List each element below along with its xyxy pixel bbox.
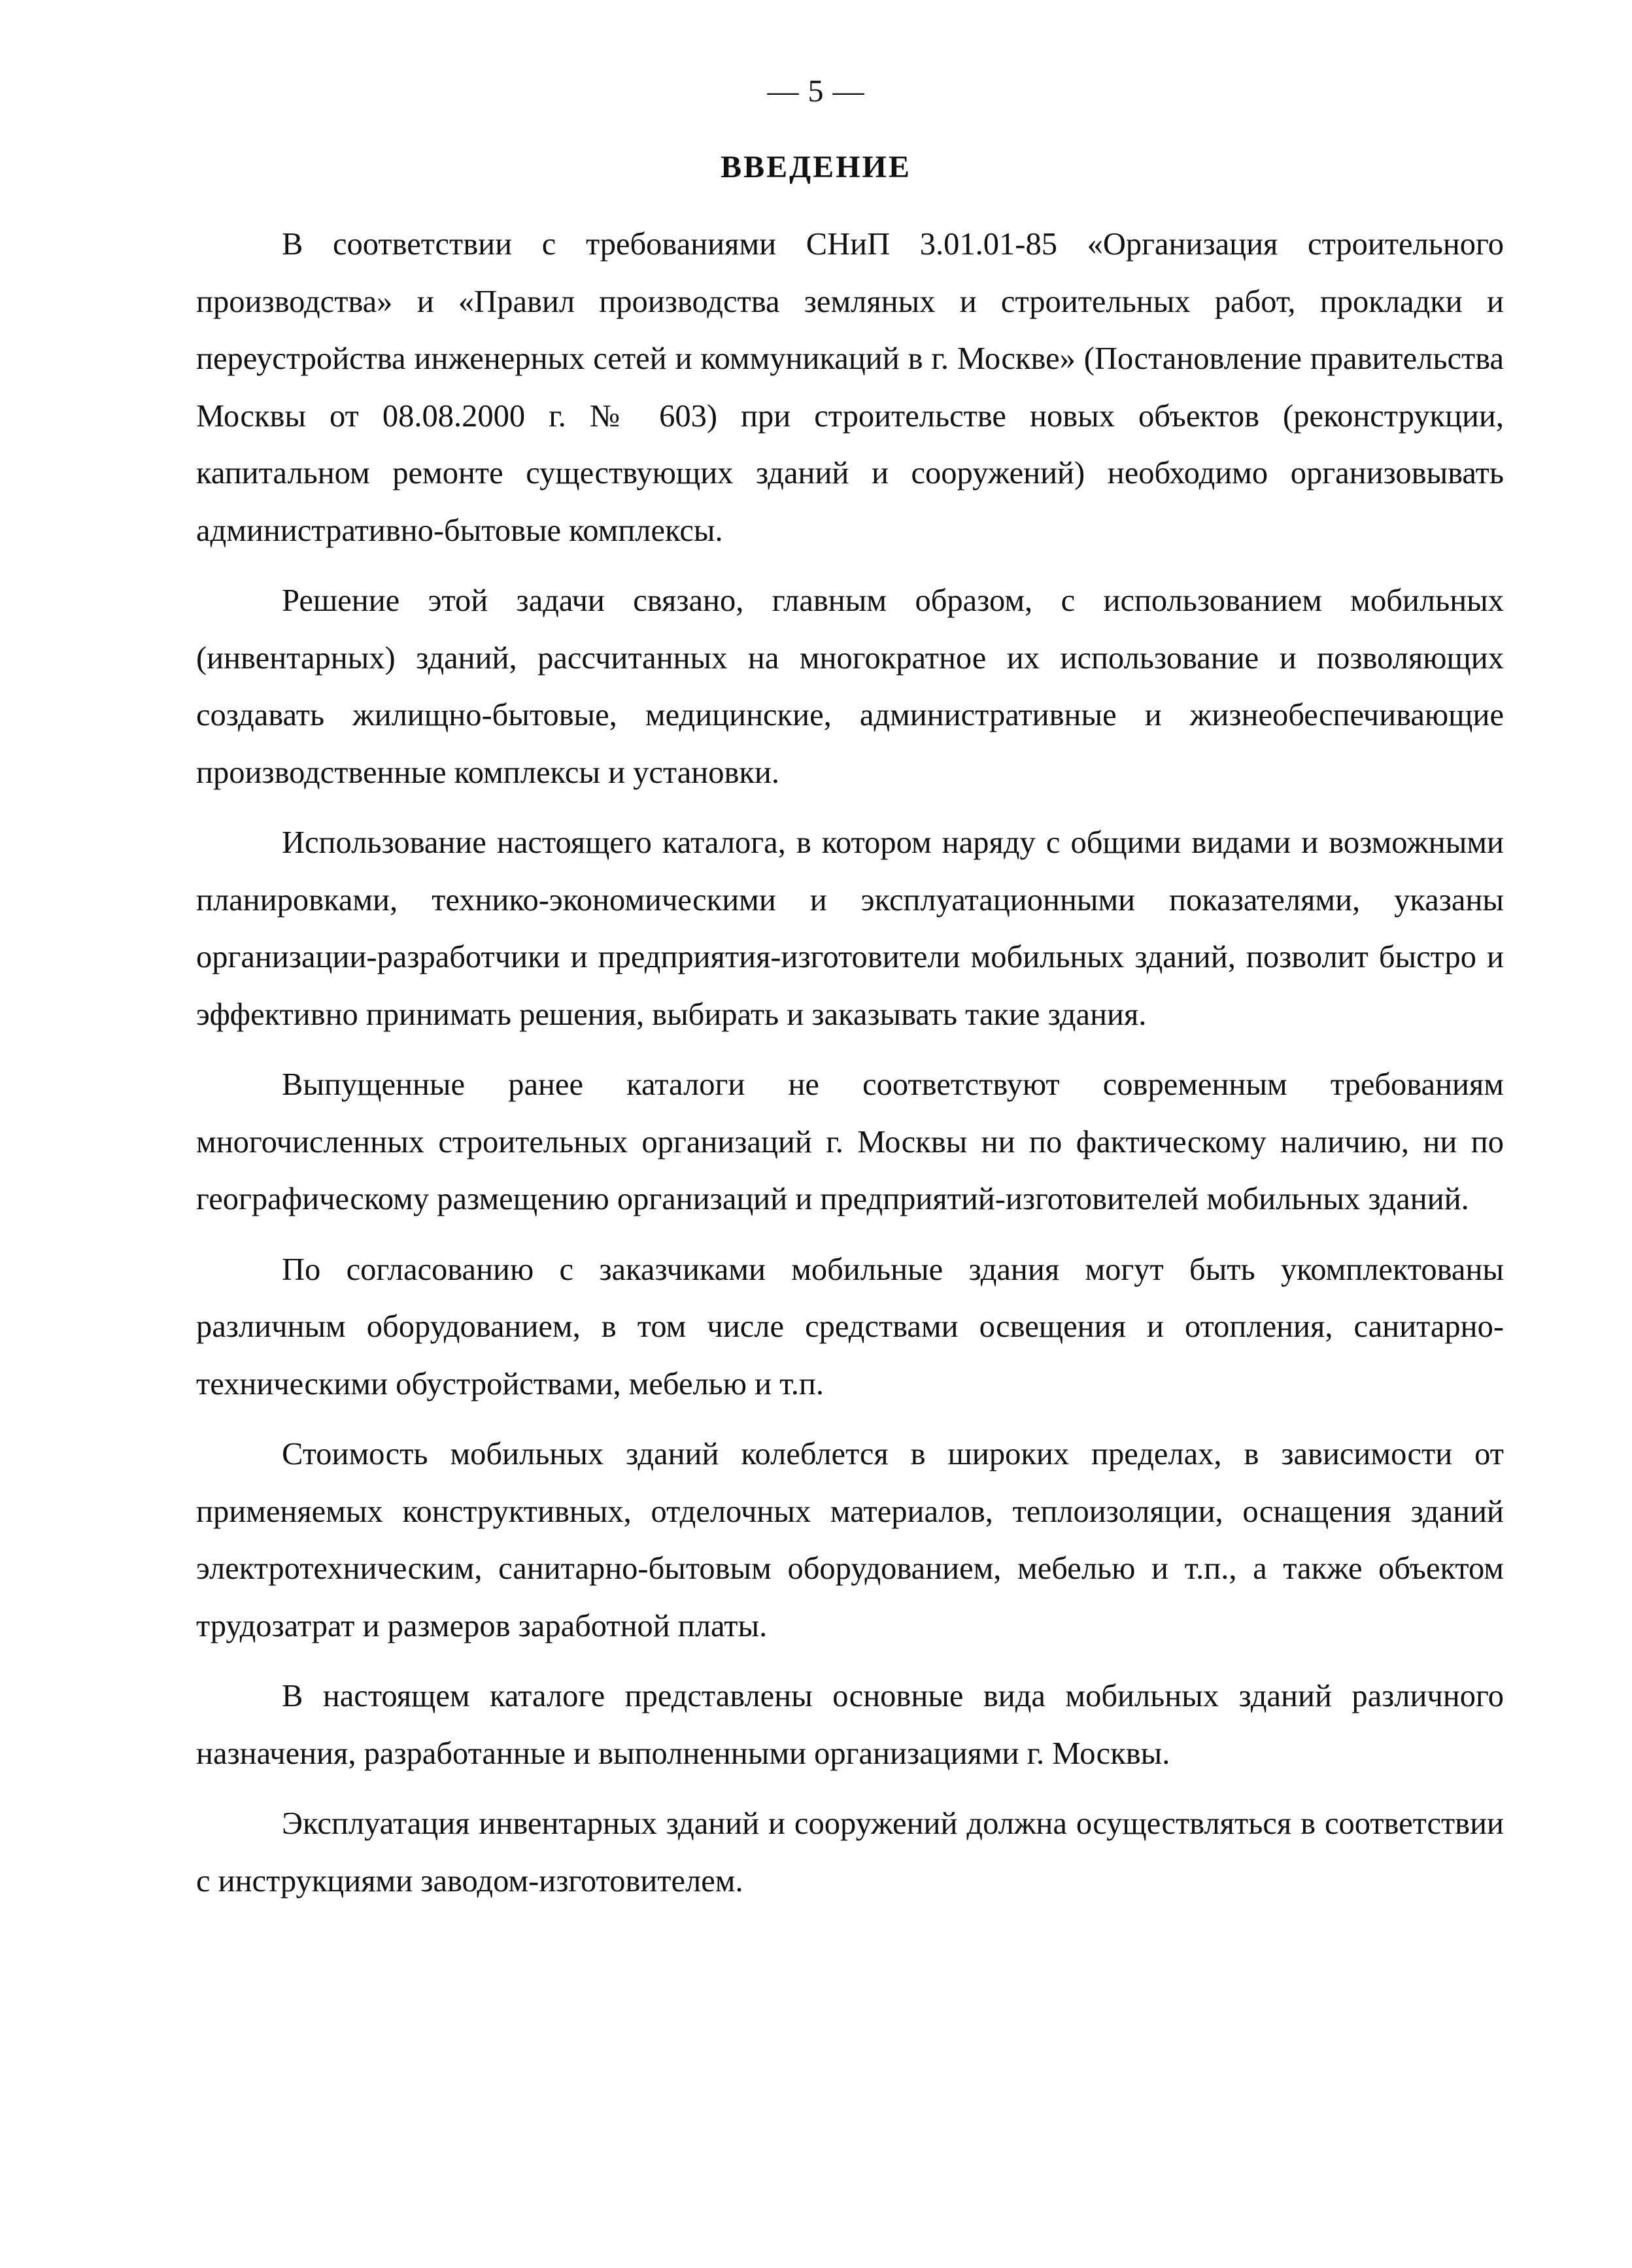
body-text — [196, 216, 1504, 1923]
paragraph-4: Выпущенные ранее каталоги не соответствуют современным требованиям многочисленных строительных организаций г. Москвы ни по фактическому наличию, ни по географическому размещению организаций и предприятий-изготовителей мобильных зданий. — [196, 1067, 1504, 1216]
paragraph-8: Эксплуатация инвентарных зданий и сооружений должна осуществляться в соответствии с инструкциями заводом-изготовителем. — [196, 1806, 1504, 1899]
paragraph-2: Решение этой задачи связано, главным образом, с использованием мобильных (инвентарных) зданий, рассчитанных на многократное их использование и позволяющих создавать жилищно-бытовые, медицинские, административные и жизнеобеспечивающие производственные комплексы и установки. — [196, 583, 1504, 790]
paragraph-3: Использование настоящего каталога, в котором наряду с общими видами и возможными планировками, технико-экономическими и эксплуатационными показателями, указаны организации-разработчики и предприятия-изготовители мобильных зданий, позволит быстро и эффективно принимать решения, выбирать и заказывать такие здания. — [196, 825, 1504, 1032]
paragraph-5: По согласованию с заказчиками мобильные здания могут быть укомплектованы различным оборудованием, в том числе средствами освещения и отопления, санитарно-техническими обустройствами, мебелью и т.п. — [196, 1252, 1504, 1401]
paragraph-1: В соответствии с требованиями СНиП 3.01.01-85 «Организация строительного производства» и «Правил производства земляных и строительных работ, прокладки и переустройства инженерных сетей и коммуникаций в г. Москве» (Постановление правительства Москвы от 08.08.2000 г. № 603) при строительстве новых объектов (реконструкции, капитальном ремонте существующих зданий и сооружений) необходимо организовывать административно-бытовые комплексы. — [196, 227, 1504, 548]
section-heading: ВВЕДЕНИЕ — [721, 150, 911, 184]
page-number: — 5 — — [767, 74, 865, 109]
paragraph-7: В настоящем каталоге представлены основные вида мобильных зданий различного назначения, разработанные и выполненными организациями г. Москвы. — [196, 1679, 1504, 1771]
paragraph-6: Стоимость мобильных зданий колеблется в широких пределах, в зависимости от применяемых конструктивных, отделочных материалов, теплоизоляции, оснащения зданий электротехническим, санитарно-бытовым оборудованием, мебелью и т.п., а также объектом трудозатрат и размеров заработной платы. — [196, 1437, 1504, 1643]
